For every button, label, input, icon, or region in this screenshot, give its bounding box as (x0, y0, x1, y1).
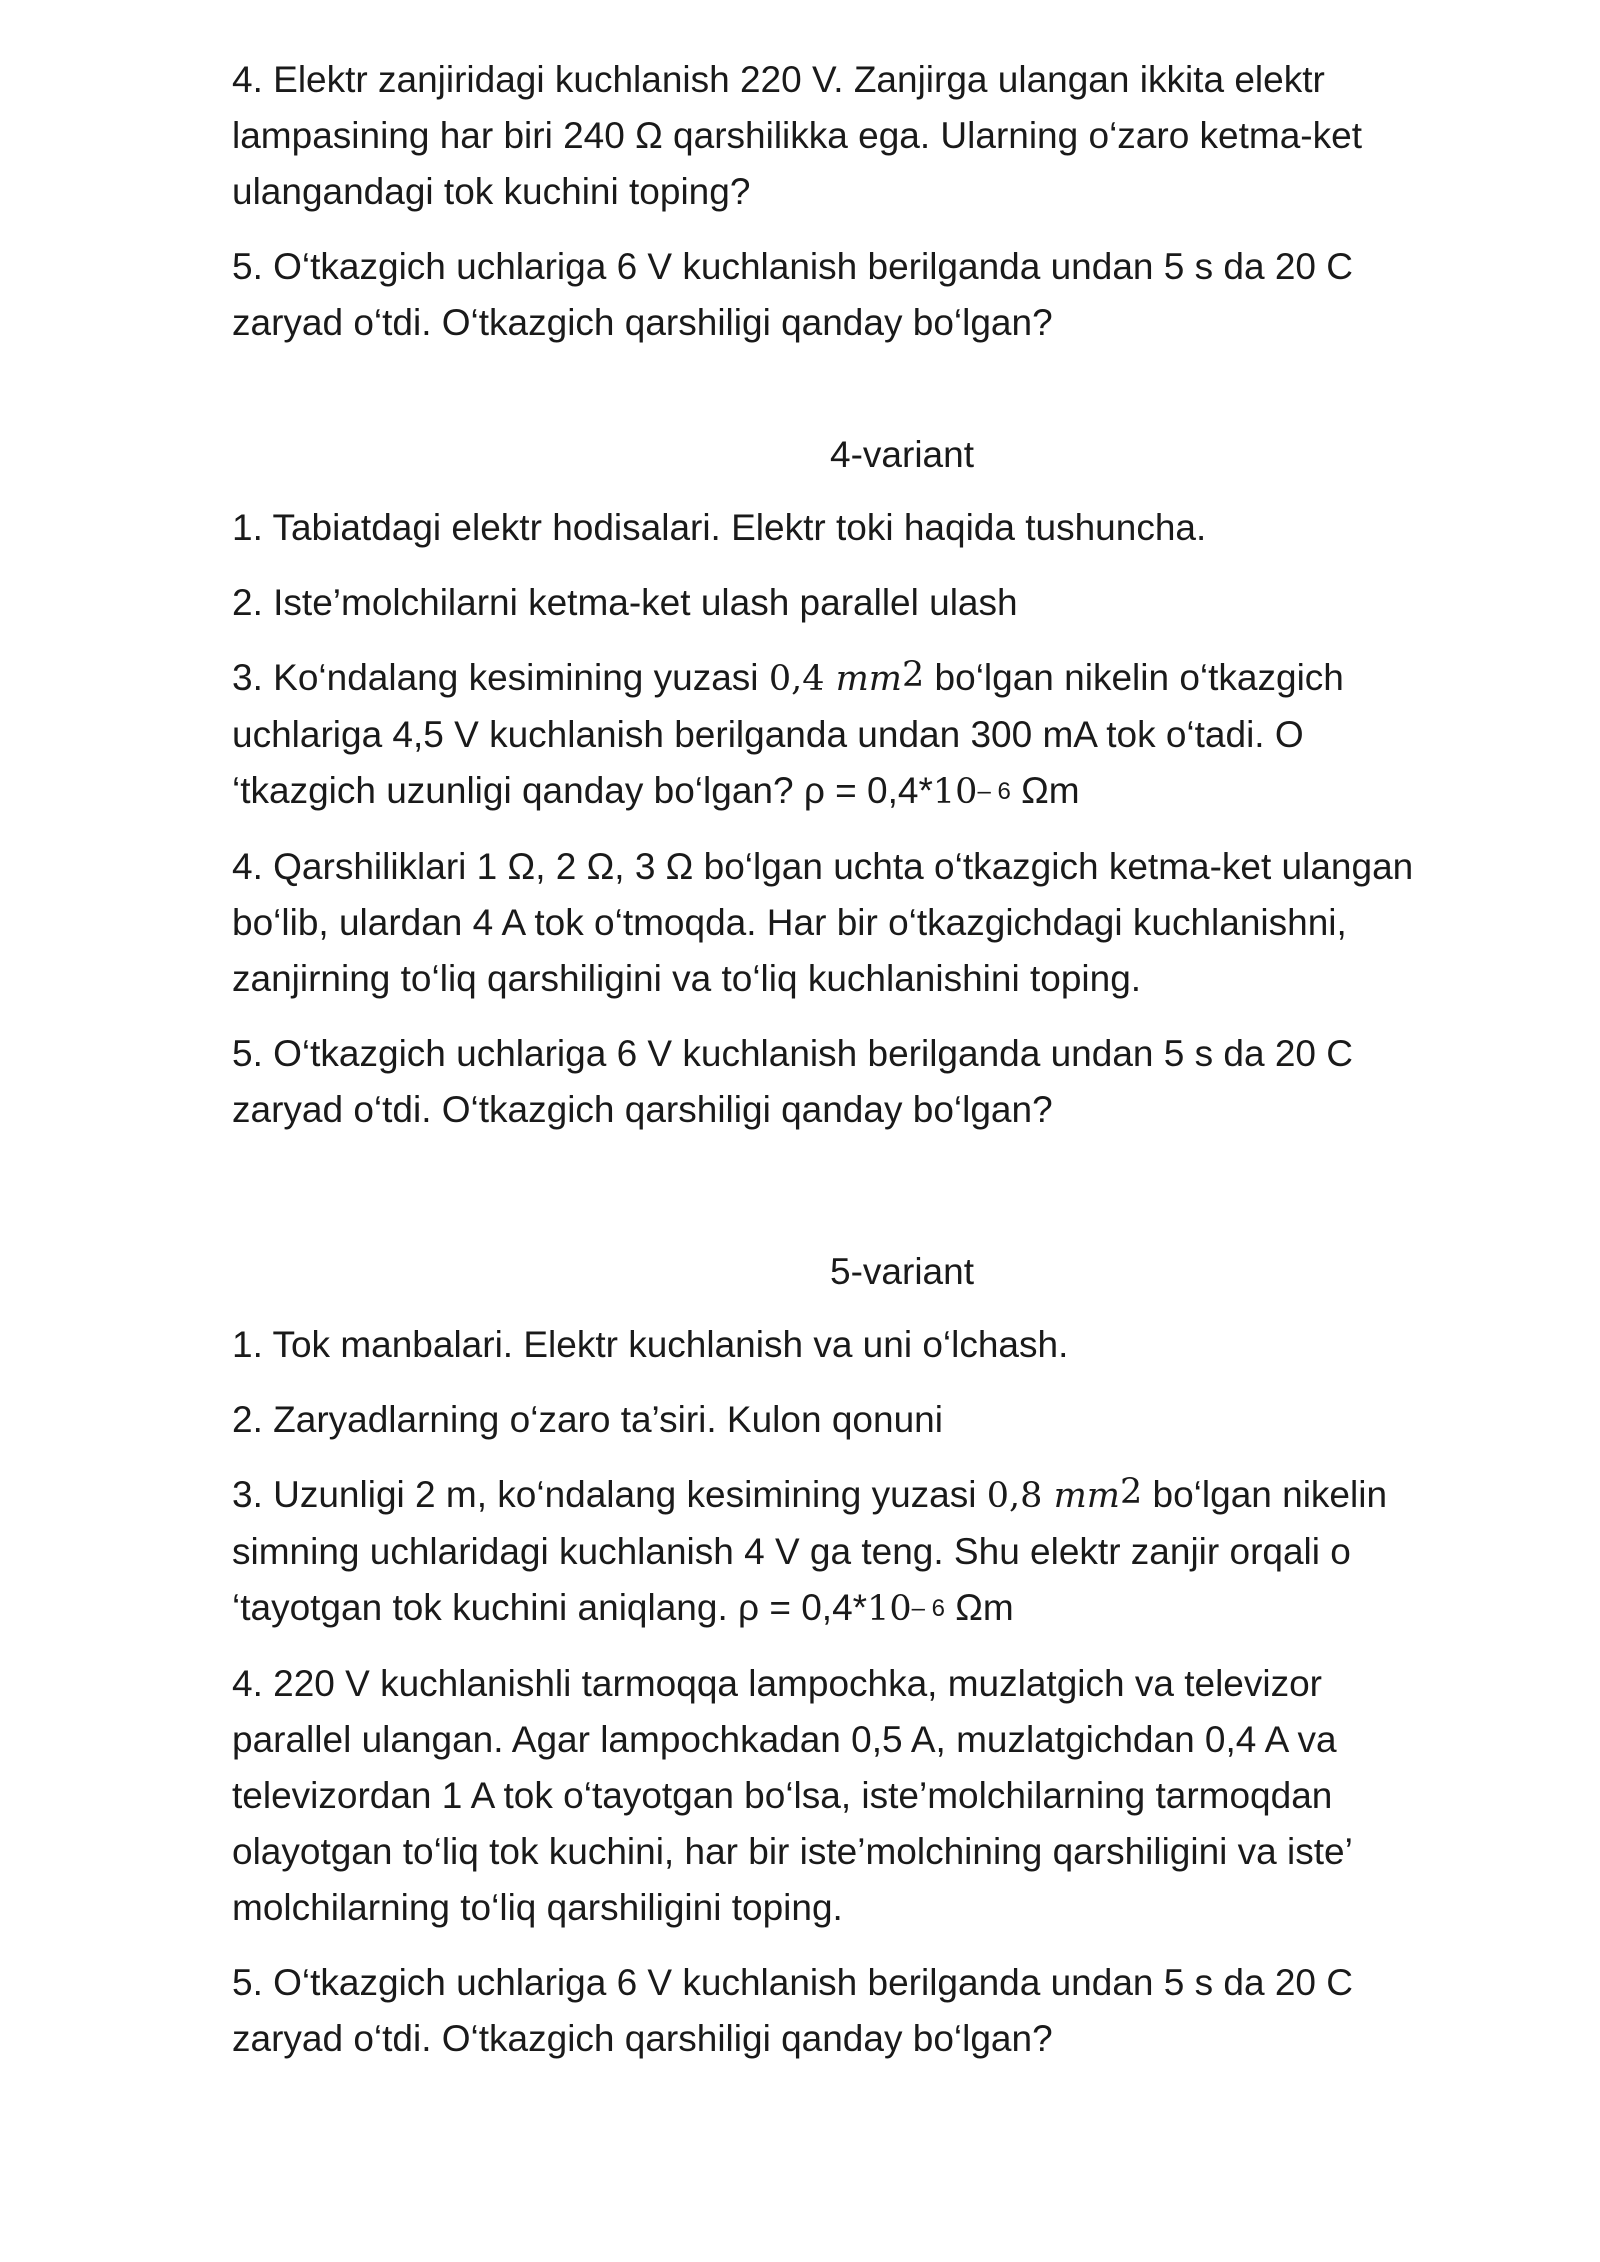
spacer (232, 483, 1532, 500)
text-line: 4. 220 V kuchlanishli tarmoqqa lampochka, muzlatgich va televizor (232, 1663, 1323, 1704)
text: ‘tayotgan tok kuchini aniqlang. ρ = 0,4* (232, 1587, 868, 1628)
spacer (232, 1157, 1532, 1244)
text-line: bo‘lib, ulardan 4 A tok o‘tmoqda. Har bir o‘tkazgichdagi kuchlanishni, (232, 902, 1347, 943)
text-line: 5. O‘tkazgich uchlariga 6 V kuchlanish berilganda undan 5 s da 20 C (232, 246, 1353, 287)
text-line: 4. Qarshiliklari 1 Ω, 2 Ω, 3 Ω bo‘lgan uchta o‘tkazgich ketma-ket ulangan (232, 846, 1414, 887)
text-line: zaryad o‘tdi. O‘tkazgich qarshiligi qanday bo‘lgan? (232, 302, 1053, 343)
question-5-top (232, 239, 1532, 351)
text-line (232, 1467, 1532, 1524)
math-exponent: 2 (902, 655, 925, 695)
math-exponent: – 6 (977, 778, 1011, 805)
text-line (232, 1580, 1532, 1637)
math-exponent: 2 (1119, 1472, 1143, 1512)
text-line: 5. O‘tkazgich uchlariga 6 V kuchlanish berilganda undan 5 s da 20 C (232, 1033, 1353, 1074)
text-line: zanjirning to‘liq qarshiligini va to‘liq kuchlanishini toping. (232, 958, 1142, 999)
text-line: zaryad o‘tdi. O‘tkazgich qarshiligi qanday bo‘lgan? (232, 1089, 1053, 1130)
text: Ωm (944, 1587, 1014, 1628)
variant-4-question-1 (232, 500, 1532, 556)
text: ‘tkazgich uzunligi qanday bo‘lgan? ρ = 0,4* (232, 770, 933, 811)
math-number: 10 (867, 1589, 912, 1629)
math-unit: mm (1053, 1476, 1120, 1516)
variant-4-question-3 (232, 650, 1532, 820)
text-line: 1. Tok manbalari. Elektr kuchlanish va uni o‘lchash. (232, 1324, 1069, 1365)
text-line: lampasining har biri 240 Ω qarshilikka ega. Ularning o‘zaro ketma-ket (232, 115, 1362, 156)
text-line: parallel ulangan. Agar lampochkadan 0,5 A, muzlatgichdan 0,4 A va (232, 1719, 1337, 1760)
text-line: simning uchlaridagi kuchlanish 4 V ga teng. Shu elektr zanjir orqali o (232, 1531, 1351, 1572)
variant-5-question-4 (232, 1656, 1532, 1936)
spacer (232, 370, 1532, 427)
variant-4-title: 4-variant (830, 434, 974, 475)
text-line: televizordan 1 A tok o‘tayotgan bo‘lsa, iste’molchilarning tarmoqdan (232, 1775, 1333, 1816)
variant-5-question-3 (232, 1467, 1532, 1637)
text-line: ulangandagi tok kuchini toping? (232, 171, 751, 212)
math-number: 0,8 (986, 1476, 1054, 1516)
text: bo‘lgan nikelin (1142, 1474, 1388, 1515)
text-line: molchilarning to‘liq qarshiligini toping. (232, 1887, 843, 1928)
variant-4-question-4 (232, 839, 1532, 1007)
text-line (232, 650, 1532, 707)
question-4-top (232, 52, 1532, 220)
variant-5-question-5 (232, 1955, 1532, 2067)
math-exponent: – 6 (911, 1595, 945, 1622)
text-line (232, 763, 1532, 820)
text: bo‘lgan nikelin o‘tkazgich (924, 657, 1344, 698)
variant-4-question-2 (232, 575, 1532, 631)
document-page (232, 52, 1532, 2086)
text-line: 1. Tabiatdagi elektr hodisalari. Elektr toki haqida tushuncha. (232, 507, 1207, 548)
text-line: 2. Iste’molchilarni ketma-ket ulash parallel ulash (232, 582, 1018, 623)
variant-5-question-1 (232, 1317, 1532, 1373)
variant-5-title: 5-variant (830, 1251, 974, 1292)
text-line: uchlariga 4,5 V kuchlanish berilganda undan 300 mA tok o‘tadi. O (232, 714, 1304, 755)
math-unit: mm (835, 659, 902, 699)
variant-5-question-2 (232, 1392, 1532, 1448)
variant-4-question-5 (232, 1026, 1532, 1138)
text-line: 5. O‘tkazgich uchlariga 6 V kuchlanish berilganda undan 5 s da 20 C (232, 1962, 1353, 2003)
text: 3. Ko‘ndalang kesimining yuzasi (232, 657, 769, 698)
text-line: zaryad o‘tdi. O‘tkazgich qarshiligi qanday bo‘lgan? (232, 2018, 1053, 2059)
text-line: 4. Elektr zanjiridagi kuchlanish 220 V. Zanjirga ulangan ikkita elektr (232, 59, 1325, 100)
text-line: olayotgan to‘liq tok kuchini, har bir iste’molchining qarshiligini va iste’ (232, 1831, 1353, 1872)
math-number: 10 (932, 772, 978, 812)
text: 3. Uzunligi 2 m, ko‘ndalang kesimining yuzasi (232, 1474, 987, 1515)
spacer (232, 1300, 1532, 1317)
math-number: 0,4 (768, 659, 836, 699)
text-line: 2. Zaryadlarning o‘zaro ta’siri. Kulon qonuni (232, 1399, 943, 1440)
text: Ωm (1010, 770, 1080, 811)
